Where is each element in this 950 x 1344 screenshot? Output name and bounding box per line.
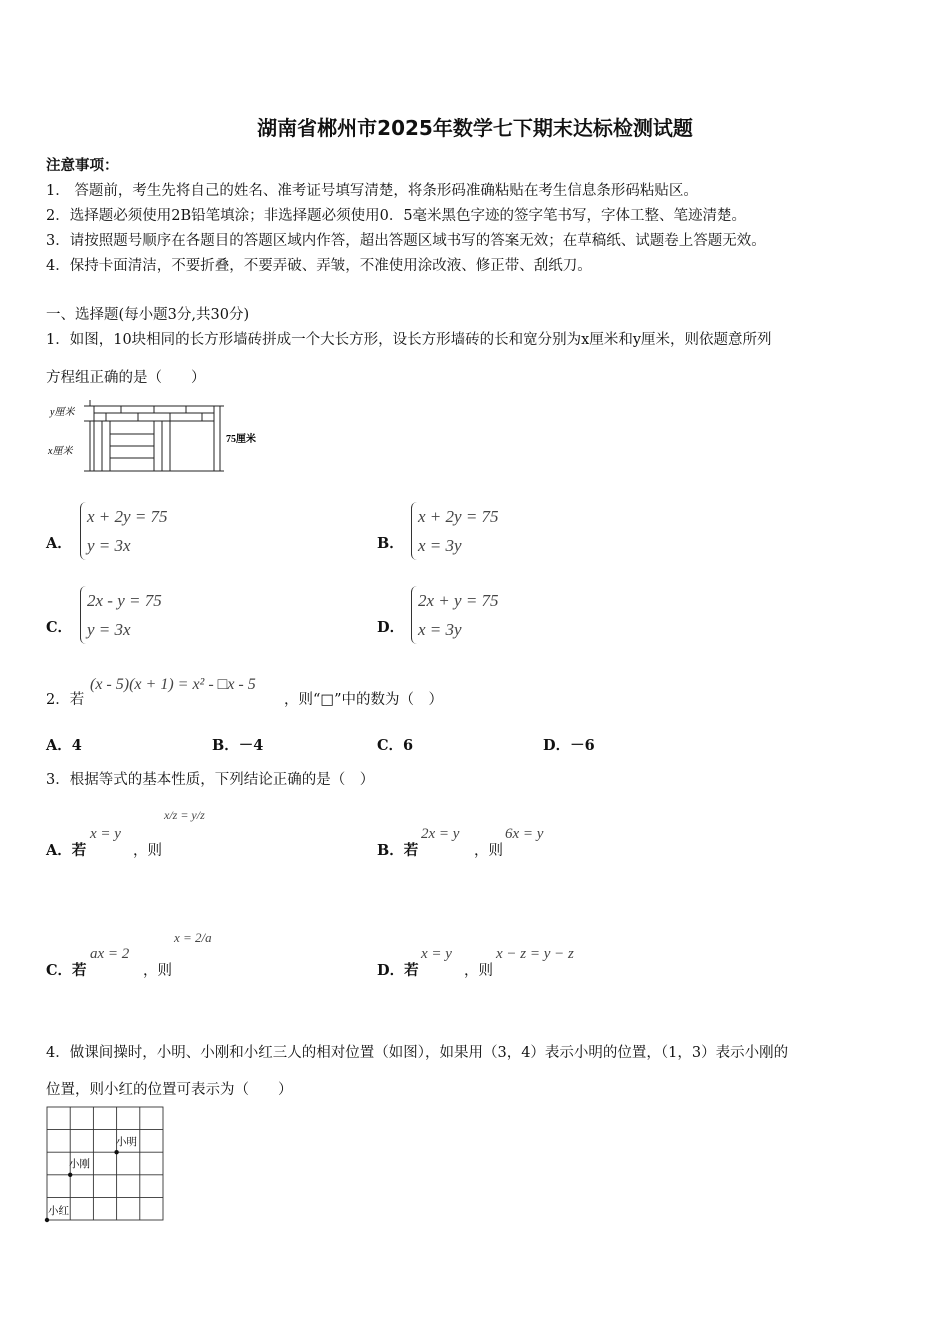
notice-item-1: 1． 答题前，考生先将自己的姓名、准考证号填写清楚，将条形码准确粘贴在考生信息条形码粘贴区。 — [46, 183, 698, 199]
q3-option-a-label[interactable]: A．若 — [46, 842, 87, 859]
notice-item-3: 3．请按照题号顺序在各题目的答题区域内作答，超出答题区域书写的答案无效；在草稿纸、试题卷上答题无效。 — [46, 233, 766, 249]
q1-option-c-system[interactable] — [80, 586, 162, 644]
q3-option-b-label[interactable]: B．若 — [377, 842, 419, 859]
q1-stem-line1: 1．如图，10块相同的长方形墙砖拼成一个大长方形，设长方形墙砖的长和宽分别为x厘米和y厘米，则依题意所列 — [46, 332, 772, 348]
q1-option-a-eq1: x + 2y = 75 — [87, 507, 168, 526]
q2-option-b[interactable]: B．－4 — [212, 737, 264, 754]
q4-grid-figure — [44, 1104, 169, 1224]
q1-option-d-eq1: 2x + y = 75 — [418, 591, 499, 610]
height-dimension-label: 75厘米 — [226, 434, 256, 445]
q2-option-d[interactable]: D．－6 — [543, 737, 595, 754]
q4-stem-line2: 位置，则小红的位置可表示为（ ） — [46, 1082, 293, 1098]
q3-option-a-result: x/z = y/z — [164, 808, 205, 822]
notice-heading: 注意事项： — [46, 157, 119, 174]
q1-option-a-label[interactable]: A． — [46, 535, 72, 552]
xiaoming-label: 小明 — [116, 1136, 137, 1148]
q1-option-b-eq1: x + 2y = 75 — [418, 507, 499, 526]
q1-brick-figure — [46, 396, 256, 476]
q3-option-a-then: ，则 — [133, 843, 162, 859]
q1-option-d-eq2: x = 3y — [418, 620, 462, 639]
q1-option-c-eq2: y = 3x — [87, 620, 131, 639]
q3-option-c-condition: ax = 2 — [90, 946, 130, 962]
xiaogang-label: 小刚 — [69, 1158, 90, 1170]
q1-option-d-system[interactable] — [411, 586, 499, 644]
q2-expression: (x - 5)(x + 1) = x² - □x - 5 — [90, 676, 256, 693]
q1-option-a-eq2: y = 3x — [87, 536, 131, 555]
q3-option-b-result: 6x = y — [505, 826, 544, 842]
q3-option-c-result: x = 2/a — [174, 930, 212, 945]
page-title: 湖南省郴州市2025年数学七下期末达标检测试题 — [257, 116, 693, 140]
q4-stem-line1: 4．做课间操时，小明、小刚和小红三人的相对位置（如图），如果用（3，4）表示小明的位置，（1，3）表示小刚的 — [46, 1045, 789, 1061]
q3-option-c-then: ，则 — [143, 963, 172, 979]
section-heading: 一、选择题(每小题3分,共30分) — [46, 307, 250, 323]
q1-option-b-eq2: x = 3y — [418, 536, 462, 555]
q3-option-b-condition: 2x = y — [421, 826, 460, 842]
xiaohong-label: 小红 — [48, 1205, 69, 1217]
xiaohong-point — [45, 1218, 49, 1222]
q1-option-b-label[interactable]: B． — [377, 535, 404, 552]
q2-prefix: 2．若 — [46, 692, 85, 708]
q1-option-c-label[interactable]: C． — [46, 619, 73, 636]
x-dimension-label: x厘米 — [48, 446, 73, 457]
q3-option-c-label[interactable]: C．若 — [46, 962, 87, 979]
notice-item-2: 2．选择题必须使用2B铅笔填涂；非选择题必须使用0．5毫米黑色字迹的签字笔书写，字体工整、笔迹清楚。 — [46, 208, 747, 224]
q2-option-a[interactable]: A．4 — [46, 737, 82, 754]
notice-item-4: 4．保持卡面清洁，不要折叠，不要弄破、弄皱，不准使用涂改液、修正带、刮纸刀。 — [46, 258, 592, 274]
q2-option-c[interactable]: C．6 — [377, 737, 414, 754]
q1-option-a-system[interactable] — [80, 502, 168, 560]
q3-option-a-condition: x = y — [90, 826, 121, 842]
q3-option-b-then: ，则 — [474, 843, 503, 859]
q1-option-b-system[interactable] — [411, 502, 499, 560]
xiaoming-point — [114, 1150, 118, 1154]
q3-option-d-then: ，则 — [464, 963, 493, 979]
y-dimension-label: y厘米 — [50, 407, 75, 418]
q1-option-c-eq1: 2x - y = 75 — [87, 591, 162, 610]
q3-stem: 3．根据等式的基本性质，下列结论正确的是（ ） — [46, 772, 375, 788]
q1-stem-line2: 方程组正确的是（ ） — [46, 370, 206, 386]
q3-option-d-label[interactable]: D．若 — [377, 962, 419, 979]
xiaogang-point — [68, 1173, 72, 1177]
q1-option-d-label[interactable]: D． — [377, 619, 405, 636]
q3-option-d-condition: x = y — [421, 946, 452, 962]
q3-option-d-result: x − z = y − z — [496, 946, 574, 962]
q2-suffix: ，则“□”中的数为（ ） — [284, 692, 444, 708]
